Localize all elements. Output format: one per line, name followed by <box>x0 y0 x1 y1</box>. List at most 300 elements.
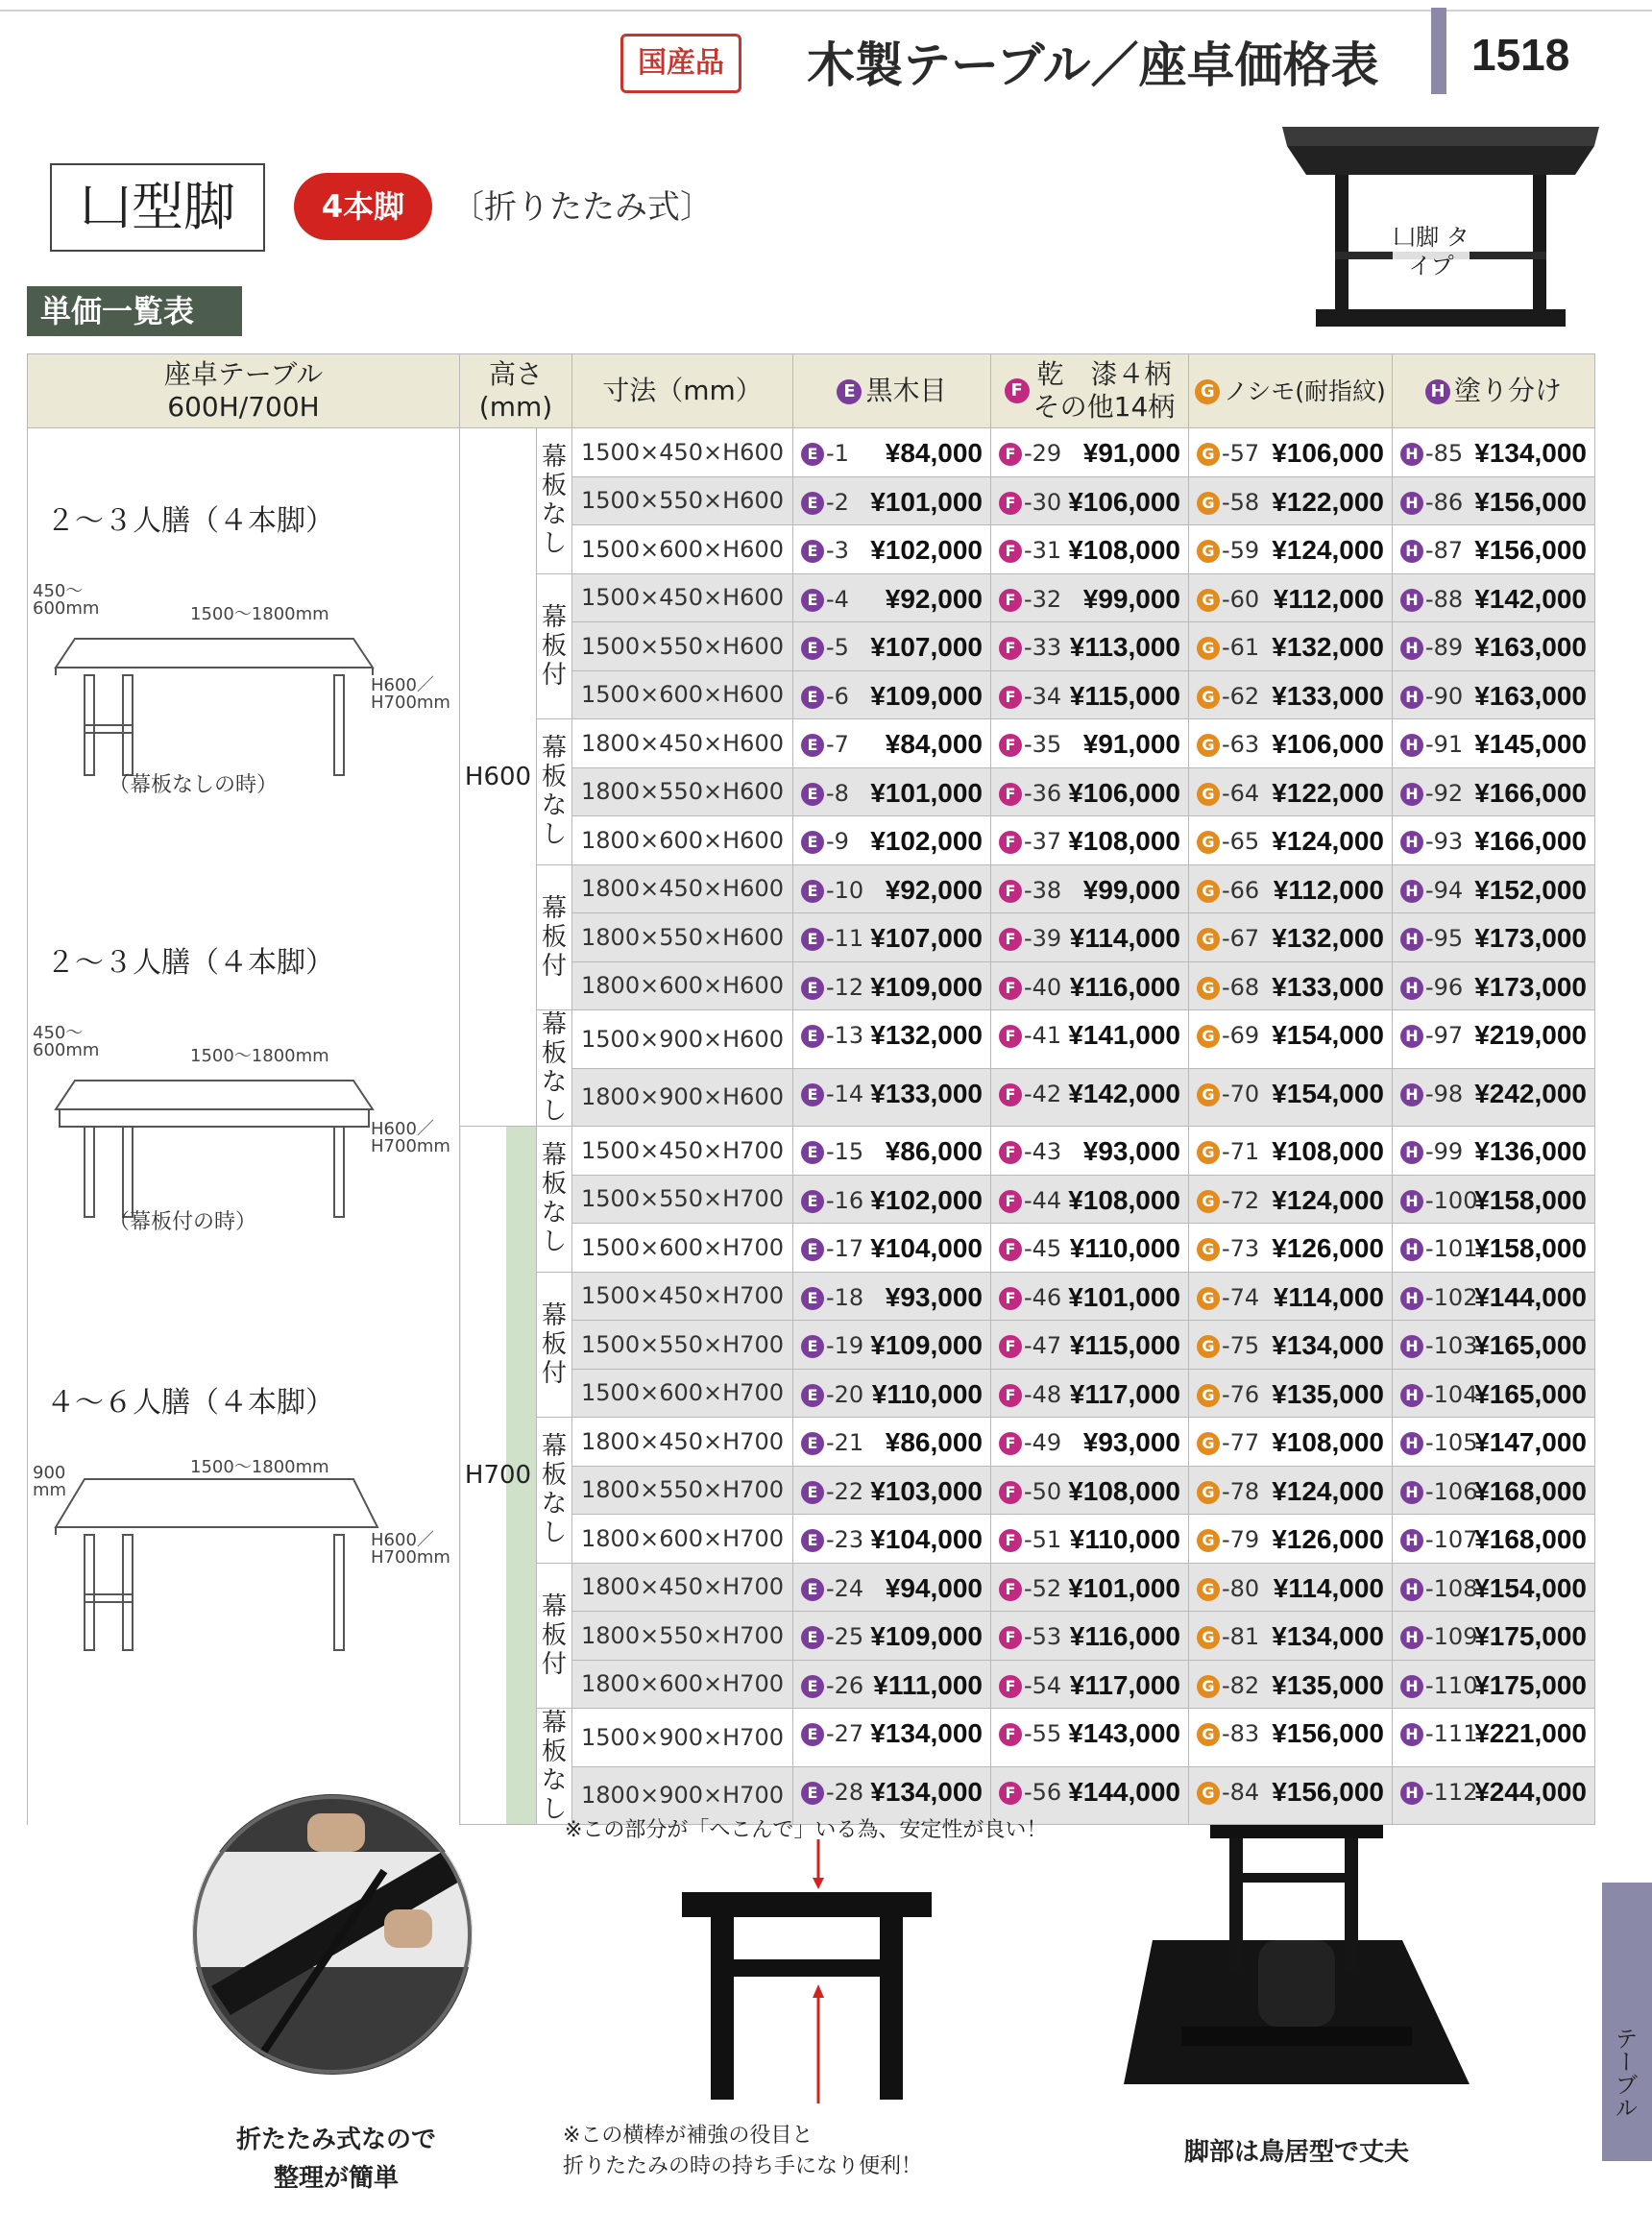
product-code-number: -38 <box>1024 876 1062 904</box>
price-value: ¥108,000 <box>1272 1427 1384 1457</box>
price-value: ¥84,000 <box>885 438 983 468</box>
photo-caption-line1: 折たたみ式なので <box>235 2126 436 2154</box>
side-tab-label: テーブル <box>1611 2027 1638 2119</box>
product-code-number: -99 <box>1425 1138 1464 1165</box>
product-code-number: -88 <box>1425 585 1464 613</box>
product-code-number: -56 <box>1024 1778 1062 1806</box>
dimension-depth: 450～ 600mm <box>33 1023 100 1060</box>
product-code <box>999 1081 1061 1107</box>
product-code-number: -50 <box>1024 1477 1062 1505</box>
product-code <box>1197 440 1259 467</box>
product-code-number: -2 <box>826 488 849 516</box>
price-value: ¥112,000 <box>1273 874 1384 905</box>
price-cell-h <box>1393 1612 1595 1661</box>
product-code <box>801 1081 863 1107</box>
f-finish-icon: F <box>999 734 1022 757</box>
product-code <box>1400 780 1463 807</box>
product-code <box>1400 440 1463 467</box>
price-cell-h <box>1393 1010 1595 1069</box>
product-code-number: -5 <box>826 634 849 661</box>
price-cell-g <box>1189 1321 1393 1370</box>
price-value: ¥110,000 <box>1069 1233 1180 1263</box>
price-value: ¥110,000 <box>871 1378 983 1409</box>
product-code-number: -14 <box>826 1080 864 1107</box>
product-code-number: -75 <box>1222 1332 1260 1359</box>
product-code <box>1400 537 1463 564</box>
product-code <box>801 1235 863 1262</box>
product-code-number: -31 <box>1024 537 1062 564</box>
product-code-number: -101 <box>1425 1235 1478 1262</box>
product-code <box>801 925 863 952</box>
product-code <box>1400 489 1463 516</box>
g-finish-icon: G <box>1197 928 1220 951</box>
price-cell-g <box>1189 1272 1393 1321</box>
product-code <box>1197 1022 1259 1049</box>
size-cell: 1800×450×H600 <box>572 864 793 913</box>
price-value: ¥92,000 <box>885 874 983 905</box>
price-cell-g <box>1189 719 1393 768</box>
product-code <box>1400 1623 1477 1650</box>
product-code-number: -4 <box>826 585 849 613</box>
title-divider <box>1431 8 1446 94</box>
panel-cell-none: 幕 板 な し <box>537 1010 572 1127</box>
table-header-row <box>28 354 1595 428</box>
price-value: ¥156,000 <box>1272 1718 1384 1748</box>
product-code <box>801 1284 863 1311</box>
price-value: ¥114,000 <box>1069 923 1180 953</box>
price-cell-e <box>793 428 991 477</box>
product-code <box>1197 1623 1259 1650</box>
h-finish-icon: H <box>1400 1287 1423 1310</box>
e-finish-icon: E <box>801 977 824 1000</box>
product-code <box>999 1235 1061 1262</box>
product-code-number: -30 <box>1024 488 1062 516</box>
product-code-number: -3 <box>826 537 849 564</box>
size-cell: 1500×600×H600 <box>572 670 793 719</box>
price-value: ¥116,000 <box>1069 971 1180 1002</box>
product-code <box>1197 1235 1259 1262</box>
product-code <box>999 828 1061 855</box>
product-code <box>1400 877 1463 904</box>
product-code-number: -36 <box>1024 779 1062 807</box>
price-value: ¥102,000 <box>870 826 983 856</box>
panel-cell-with: 幕 板 付 <box>537 1563 572 1709</box>
size-cell: 1800×450×H700 <box>572 1563 793 1612</box>
product-code <box>801 877 863 904</box>
e-finish-icon: E <box>801 1141 824 1164</box>
product-code <box>1197 731 1259 758</box>
price-value: ¥144,000 <box>1474 1281 1587 1312</box>
price-cell-e <box>793 913 991 962</box>
e-finish-icon: E <box>801 1432 824 1455</box>
price-value: ¥108,000 <box>1068 1184 1180 1215</box>
header-product: 座卓テーブル 600H/700H <box>28 354 460 428</box>
e-finish-icon: E <box>801 1578 824 1601</box>
price-value: ¥91,000 <box>1082 729 1180 759</box>
price-cell-h <box>1393 1515 1595 1564</box>
price-value: ¥109,000 <box>870 1330 983 1360</box>
product-code <box>1197 1081 1259 1107</box>
f-finish-icon: F <box>999 1384 1022 1407</box>
price-cell-g <box>1189 670 1393 719</box>
price-value: ¥92,000 <box>885 583 983 614</box>
product-code-number: -19 <box>826 1332 864 1359</box>
product-code <box>999 1381 1061 1408</box>
product-code <box>801 1720 863 1747</box>
price-cell-f <box>991 1612 1189 1661</box>
price-value: ¥113,000 <box>1069 632 1180 662</box>
price-value: ¥168,000 <box>1474 1524 1587 1554</box>
header-g-label: ノシモ(耐指紋) <box>1224 377 1386 405</box>
top-rule <box>0 10 1652 12</box>
price-value: ¥106,000 <box>1068 486 1180 517</box>
h-finish-icon: H <box>1400 1384 1423 1407</box>
g-finish-icon: G <box>1197 1481 1220 1504</box>
price-value: ¥122,000 <box>1272 486 1384 517</box>
product-code <box>1197 1575 1259 1602</box>
product-code <box>1400 1381 1477 1408</box>
product-code-number: -102 <box>1425 1283 1478 1311</box>
f-finish-icon: F <box>999 1782 1022 1805</box>
price-cell-f <box>991 1127 1189 1176</box>
f-finish-icon: F <box>999 783 1022 806</box>
product-code <box>1400 1526 1477 1553</box>
product-code <box>999 731 1061 758</box>
size-cell: 1500×450×H600 <box>572 573 793 622</box>
size-cell: 1800×550×H700 <box>572 1466 793 1515</box>
f-finish-icon: F <box>999 540 1022 563</box>
price-value: ¥126,000 <box>1272 1233 1384 1263</box>
product-code-number: -86 <box>1425 488 1464 516</box>
product-code-number: -110 <box>1425 1671 1478 1699</box>
product-code-number: -25 <box>826 1623 864 1650</box>
product-code-number: -53 <box>1024 1623 1062 1650</box>
product-code-number: -106 <box>1425 1477 1478 1505</box>
size-cell: 1500×600×H700 <box>572 1224 793 1273</box>
h-finish-icon: H <box>1400 443 1423 466</box>
product-code <box>1197 828 1259 855</box>
product-code <box>999 1672 1061 1699</box>
height-cell-h600: H600 <box>460 428 537 1127</box>
price-value: ¥166,000 <box>1474 777 1587 808</box>
price-value: ¥158,000 <box>1474 1184 1587 1215</box>
product-code-number: -28 <box>826 1778 864 1806</box>
panel-cell-none: 幕 板 な し <box>537 1418 572 1564</box>
product-code <box>801 828 849 855</box>
price-cell-g <box>1189 525 1393 574</box>
price-value: ¥132,000 <box>870 1020 983 1050</box>
product-code <box>999 1022 1061 1049</box>
torii-stand-photo <box>1114 1806 1479 2094</box>
price-cell-g <box>1189 476 1393 525</box>
product-code <box>1400 1575 1477 1602</box>
product-code <box>1400 1022 1463 1049</box>
product-code <box>1197 925 1259 952</box>
price-value: ¥93,000 <box>885 1281 983 1312</box>
price-value: ¥108,000 <box>1068 826 1180 856</box>
price-cell-g <box>1189 573 1393 622</box>
product-code-number: -70 <box>1222 1080 1260 1107</box>
price-cell-f <box>991 864 1189 913</box>
price-cell-f <box>991 719 1189 768</box>
price-value: ¥126,000 <box>1272 1524 1384 1554</box>
size-cell: 1500×450×H700 <box>572 1127 793 1176</box>
illustration-title: ２～３人膳（４本脚） <box>46 946 334 980</box>
product-code-number: -64 <box>1222 779 1260 807</box>
price-value: ¥114,000 <box>1273 1572 1384 1603</box>
price-cell-e <box>793 1709 991 1767</box>
price-cell-h <box>1393 1369 1595 1418</box>
g-finish-icon: G <box>1197 1025 1220 1048</box>
size-cell: 1500×550×H700 <box>572 1175 793 1224</box>
price-cell-g <box>1189 1175 1393 1224</box>
f-finish-icon: F <box>999 977 1022 1000</box>
f-finish-icon: F <box>999 1083 1022 1106</box>
price-cell-h <box>1393 913 1595 962</box>
product-code <box>1400 683 1463 710</box>
price-value: ¥109,000 <box>870 1621 983 1651</box>
price-value: ¥101,000 <box>1068 1281 1180 1312</box>
price-value: ¥133,000 <box>1272 680 1384 711</box>
product-code-number: -67 <box>1222 925 1260 952</box>
price-cell-h <box>1393 573 1595 622</box>
product-code-number: -103 <box>1425 1332 1478 1359</box>
price-cell-f <box>991 767 1189 816</box>
product-code <box>801 537 849 564</box>
product-code <box>999 1575 1061 1602</box>
h-finish-icon: H <box>1400 1675 1423 1698</box>
product-code-number: -66 <box>1222 876 1260 904</box>
product-code <box>801 1575 863 1602</box>
g-finish-icon: G <box>1197 783 1220 806</box>
h-finish-icon: H <box>1400 1238 1423 1261</box>
f-finish-icon: F <box>999 1432 1022 1455</box>
panel-cell-none: 幕 板 な し <box>537 719 572 865</box>
product-code-number: -96 <box>1425 973 1464 1001</box>
g-finish-icon: G <box>1197 1190 1220 1213</box>
header-f-line1: 乾 漆４柄 <box>1036 358 1172 390</box>
price-value: ¥142,000 <box>1474 583 1587 614</box>
dimension-depth: 450～ 600mm <box>33 581 100 619</box>
e-finish-icon: E <box>801 1626 824 1649</box>
price-cell-e <box>793 573 991 622</box>
product-code-number: -92 <box>1425 779 1464 807</box>
product-code <box>1400 634 1463 661</box>
price-cell-g <box>1189 913 1393 962</box>
product-code <box>1197 537 1259 564</box>
g-finish-icon: G <box>1197 1529 1220 1552</box>
f-finish-icon: F <box>999 686 1022 709</box>
product-code <box>801 1429 863 1456</box>
size-cell: 1800×600×H700 <box>572 1515 793 1564</box>
price-cell-f <box>991 1709 1189 1767</box>
height-cell-h700: H700 <box>460 1127 537 1825</box>
price-value: ¥109,000 <box>870 971 983 1002</box>
price-value: ¥144,000 <box>1068 1776 1180 1807</box>
section-label: 単価一覧表 <box>27 286 242 336</box>
f-finish-icon: F <box>999 1287 1022 1310</box>
price-value: ¥158,000 <box>1474 1233 1587 1263</box>
h-finish-icon: H <box>1400 1578 1423 1601</box>
size-cell: 1500×900×H700 <box>572 1709 793 1767</box>
product-code <box>1197 1381 1259 1408</box>
product-code <box>1197 1284 1259 1311</box>
price-cell-f <box>991 670 1189 719</box>
product-code-number: -20 <box>826 1380 864 1408</box>
product-code-number: -111 <box>1425 1720 1478 1747</box>
price-cell-f <box>991 1515 1189 1564</box>
price-cell-f <box>991 1010 1189 1069</box>
page-title: 木製テーブル／座卓価格表 <box>807 36 1379 93</box>
product-code <box>999 440 1061 467</box>
h-finish-icon: H <box>1400 686 1423 709</box>
price-value: ¥134,000 <box>1272 1330 1384 1360</box>
price-value: ¥173,000 <box>1474 923 1587 953</box>
price-cell-f <box>991 1369 1189 1418</box>
price-value: ¥166,000 <box>1474 826 1587 856</box>
product-code <box>1197 586 1259 613</box>
g-finish-icon: G <box>1197 831 1220 854</box>
h-finish-icon: H <box>1400 880 1423 903</box>
size-cell: 1500×450×H600 <box>572 428 793 477</box>
product-code-number: -41 <box>1024 1022 1062 1049</box>
product-code-number: -109 <box>1425 1623 1478 1650</box>
e-finish-icon: E <box>837 379 862 404</box>
size-cell: 1500×600×H600 <box>572 525 793 574</box>
product-code <box>999 1429 1061 1456</box>
product-code <box>801 1381 863 1408</box>
product-code-number: -40 <box>1024 973 1062 1001</box>
panel-cell-with: 幕 板 付 <box>537 1272 572 1418</box>
price-cell-e <box>793 1369 991 1418</box>
price-cell-e <box>793 767 991 816</box>
price-cell-g <box>1189 864 1393 913</box>
price-value: ¥107,000 <box>870 923 983 953</box>
price-cell-h <box>1393 428 1595 477</box>
product-code <box>1400 1081 1463 1107</box>
price-value: ¥114,000 <box>1273 1281 1384 1312</box>
product-code-number: -8 <box>826 779 849 807</box>
price-value: ¥124,000 <box>1272 1475 1384 1506</box>
e-finish-icon: E <box>801 1083 824 1106</box>
price-cell-e <box>793 1466 991 1515</box>
product-code <box>999 537 1061 564</box>
price-cell-f <box>991 476 1189 525</box>
g-finish-icon: G <box>1197 1432 1220 1455</box>
price-value: ¥108,000 <box>1068 535 1180 565</box>
product-code <box>801 780 849 807</box>
price-cell-f <box>991 525 1189 574</box>
h-finish-icon: H <box>1400 1335 1423 1358</box>
price-value: ¥219,000 <box>1474 1020 1587 1050</box>
product-code-number: -87 <box>1425 537 1464 564</box>
f-finish-icon: F <box>999 1675 1022 1698</box>
product-code-number: -63 <box>1222 731 1260 758</box>
product-code <box>1197 877 1259 904</box>
product-code <box>999 925 1061 952</box>
illustration-title: ２～３人膳（４本脚） <box>46 504 334 538</box>
product-code-number: -94 <box>1425 876 1464 904</box>
price-value: ¥99,000 <box>1082 583 1180 614</box>
size-cell: 1800×550×H600 <box>572 767 793 816</box>
product-code <box>1400 1720 1477 1747</box>
price-cell-e <box>793 1612 991 1661</box>
price-value: ¥244,000 <box>1474 1776 1587 1807</box>
product-code-number: -59 <box>1222 537 1260 564</box>
price-value: ¥93,000 <box>1082 1136 1180 1166</box>
product-code <box>1400 1235 1477 1262</box>
price-value: ¥134,000 <box>870 1776 983 1807</box>
product-code-number: -58 <box>1222 488 1260 516</box>
size-cell: 1800×900×H700 <box>572 1766 793 1825</box>
price-value: ¥108,000 <box>1272 1136 1384 1166</box>
g-finish-icon: G <box>1197 1384 1220 1407</box>
product-code-number: -104 <box>1425 1380 1478 1408</box>
price-cell-h <box>1393 525 1595 574</box>
price-cell-h <box>1393 1127 1595 1176</box>
price-value: ¥102,000 <box>870 1184 983 1215</box>
size-cell: 1500×600×H700 <box>572 1369 793 1418</box>
table-drawing-no-panel <box>46 620 392 783</box>
product-code-number: -78 <box>1222 1477 1260 1505</box>
stability-note: ※この部分が「へこんで」いる為、安定性が良い！ <box>565 1818 1048 1842</box>
price-cell-g <box>1189 1709 1393 1767</box>
e-finish-icon: E <box>801 734 824 757</box>
product-code <box>801 1187 863 1214</box>
price-cell-e <box>793 1010 991 1069</box>
price-value: ¥132,000 <box>1272 632 1384 662</box>
h-finish-icon: H <box>1400 1025 1423 1048</box>
price-cell-h <box>1393 1175 1595 1224</box>
price-cell-f <box>991 1660 1189 1709</box>
header-size: 寸法（mm） <box>572 354 793 428</box>
price-value: ¥163,000 <box>1474 632 1587 662</box>
product-code <box>1197 1478 1259 1505</box>
h-finish-icon: H <box>1400 1083 1423 1106</box>
illustration-column <box>27 427 459 1791</box>
dimension-height: H600／ H700mm <box>371 675 450 713</box>
size-cell: 1800×900×H600 <box>572 1068 793 1127</box>
product-code <box>999 1332 1061 1359</box>
h-finish-icon: H <box>1400 734 1423 757</box>
price-value: ¥154,000 <box>1474 1572 1587 1603</box>
product-code <box>1400 1672 1477 1699</box>
dimension-width: 1500～1800mm <box>190 1457 329 1477</box>
side-index-tab[interactable] <box>1602 1883 1652 2161</box>
product-code-number: -73 <box>1222 1235 1260 1262</box>
crossbar-note-line2: 折りたたみの時の持ち手になり便利！ <box>563 2154 923 2178</box>
price-cell-h <box>1393 476 1595 525</box>
price-cell-g <box>1189 1418 1393 1467</box>
price-cell-g <box>1189 1660 1393 1709</box>
price-cell-h <box>1393 961 1595 1010</box>
price-cell-e <box>793 719 991 768</box>
product-code <box>1197 489 1259 516</box>
price-value: ¥135,000 <box>1272 1378 1384 1409</box>
price-cell-e <box>793 1563 991 1612</box>
product-code-number: -82 <box>1222 1671 1260 1699</box>
product-code-number: -107 <box>1425 1526 1478 1553</box>
price-value: ¥147,000 <box>1474 1427 1587 1457</box>
product-code-number: -9 <box>826 828 849 855</box>
g-finish-icon: G <box>1197 540 1220 563</box>
g-finish-icon: G <box>1197 1287 1220 1310</box>
price-cell-e <box>793 961 991 1010</box>
product-code-number: -76 <box>1222 1380 1260 1408</box>
product-code <box>1197 1720 1259 1747</box>
g-finish-icon: G <box>1197 1141 1220 1164</box>
price-cell-e <box>793 1272 991 1321</box>
